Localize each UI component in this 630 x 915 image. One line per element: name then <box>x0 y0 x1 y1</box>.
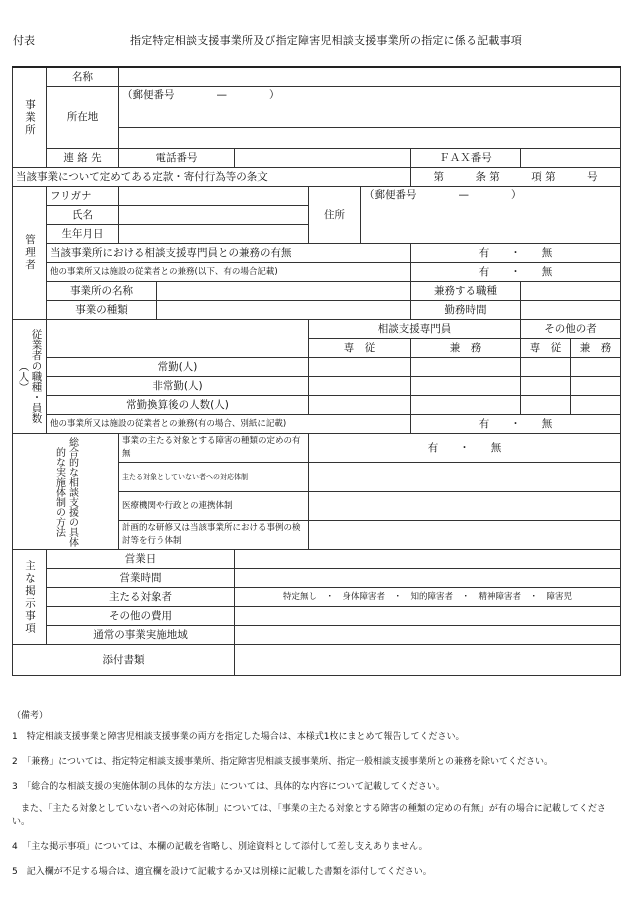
system-yes-no[interactable]: 有 ・ 無 <box>309 434 621 463</box>
posted-field[interactable] <box>235 550 621 569</box>
manager-office-name-field[interactable] <box>157 282 411 301</box>
staff-cell[interactable] <box>571 358 621 377</box>
office-name-label: 名称 <box>47 67 119 87</box>
staff-other-concurrent: 兼 務 <box>571 339 621 358</box>
manager-birth-label: 生年月日 <box>47 225 119 244</box>
staff-other-fulltime: 専 従 <box>521 339 571 358</box>
office-phone-label: 電話番号 <box>119 149 235 168</box>
office-name-field[interactable] <box>119 67 621 87</box>
manager-address-field[interactable] <box>361 187 621 244</box>
office-address-label: 所在地 <box>47 87 119 149</box>
manager-furigana-field[interactable] <box>119 187 309 206</box>
staff-other-header: その他の者 <box>521 320 621 339</box>
manager-section-label: 管理者 <box>13 187 47 320</box>
posted-row-label: 通常の事業実施地域 <box>47 626 235 645</box>
manager-name-label: 氏名 <box>47 206 119 225</box>
page-title: 指定特定相談支援事業所及び指定障害児相談支援事業所の指定に係る記載事項 <box>130 34 522 47</box>
posted-field[interactable] <box>235 607 621 626</box>
posted-row-label: その他の費用 <box>47 607 235 626</box>
staff-cell[interactable] <box>411 396 521 415</box>
notes-heading: （備考） <box>12 711 49 721</box>
staff-cell[interactable] <box>309 396 411 415</box>
note-item: また、「主たる対象としていない者への対応体制」については、「事業の主たる対象とする障害の種類の定めの有無」が有の場合に記載してください。 <box>12 804 606 827</box>
office-section-label: 事業所 <box>13 67 47 168</box>
posted-row-label: 主たる対象者 <box>47 588 235 607</box>
staff-cell[interactable] <box>411 358 521 377</box>
staff-specialist-fulltime: 専 従 <box>309 339 411 358</box>
staff-row-label: 常勤(人) <box>47 358 309 377</box>
office-postal-field[interactable] <box>119 87 621 128</box>
manager-name-field[interactable] <box>119 206 309 225</box>
staff-header-blank <box>47 320 309 358</box>
manager-other-yes-no[interactable]: 有 ・ 無 <box>411 263 621 282</box>
appendix-label: 付表 <box>13 34 35 47</box>
notes-section <box>12 710 618 888</box>
staff-other-concurrent-label: 他の事業所又は施設の従業者との兼務(有の場合、別紙に記載) <box>47 415 411 434</box>
system-item-label: 計画的な研修又は当該事業所における事例の検討等を行う体制 <box>119 521 309 550</box>
manager-furigana-label: フリガナ <box>47 187 119 206</box>
posted-field[interactable] <box>235 626 621 645</box>
system-item-label: 主たる対象としていない者への対応体制 <box>119 463 309 492</box>
staff-cell[interactable] <box>571 377 621 396</box>
manager-hours-field[interactable] <box>521 301 621 320</box>
posted-row-label: 営業日 <box>47 550 235 569</box>
note-item: 5 記入欄が不足する場合は、適宜欄を設けて記載するか又は別様に記載した書類を添付してください。 <box>12 867 432 877</box>
office-fax-field[interactable] <box>521 149 621 168</box>
manager-other-concurrent-label: 他の事業所又は施設の従業者との兼務(以下、有の場合記載) <box>47 263 411 282</box>
office-postal-text: （郵便番号 — ） <box>122 89 280 101</box>
registration-form-table <box>12 66 621 676</box>
posted-targets-options[interactable]: 特定無し ・ 身体障害者 ・ 知的障害者 ・ 精神障害者 ・ 障害児 <box>235 588 621 607</box>
manager-specialist-yes-no[interactable]: 有 ・ 無 <box>411 244 621 263</box>
staff-cell[interactable] <box>309 377 411 396</box>
staff-cell[interactable] <box>309 358 411 377</box>
staff-specialist-header: 相談支援専門員 <box>309 320 521 339</box>
articles-value[interactable]: 第 条 第 項 第 号 <box>411 168 621 187</box>
system-field[interactable] <box>309 492 621 521</box>
note-item: 1 特定相談支援事業と障害児相談支援事業の両方を指定した場合は、本様式1枚にまとめて報告してください。 <box>12 732 465 742</box>
staff-cell[interactable] <box>571 396 621 415</box>
system-section-label: 総合的な相談支援の具体的な実施体制の方法 <box>13 434 119 550</box>
system-field[interactable] <box>309 521 621 550</box>
posted-row-label: 営業時間 <box>47 569 235 588</box>
manager-business-type-label: 事業の種類 <box>47 301 157 320</box>
manager-birth-field[interactable] <box>119 225 309 244</box>
manager-office-name-label: 事業所の名称 <box>47 282 157 301</box>
staff-cell[interactable] <box>521 358 571 377</box>
staff-row-label: 非常勤(人) <box>47 377 309 396</box>
posted-section-label: 主な掲示事項 <box>13 550 47 645</box>
office-phone-field[interactable] <box>235 149 411 168</box>
staff-cell[interactable] <box>411 377 521 396</box>
manager-position-field[interactable] <box>521 282 621 301</box>
manager-specialist-concurrent-label: 当該事業所における相談支援専門員との兼務の有無 <box>47 244 411 263</box>
staff-row-label: 常勤換算後の人数(人) <box>47 396 309 415</box>
note-item: 3 「総合的な相談支援の実施体制の具体的な方法」については、具体的な内容について記載してください。 <box>12 782 445 792</box>
staff-specialist-concurrent: 兼 務 <box>411 339 521 358</box>
manager-hours-label: 勤務時間 <box>411 301 521 320</box>
office-contact-label: 連 絡 先 <box>47 149 119 168</box>
attachments-field[interactable] <box>235 645 621 676</box>
manager-address-label: 住所 <box>309 187 361 244</box>
note-item: 4 「主な掲示事項」については、本欄の記載を省略し、別途資料として添付して差し支えありません。 <box>12 842 428 852</box>
attachments-label: 添付書類 <box>13 645 235 676</box>
office-fax-label: ＦＡＸ番号 <box>411 149 521 168</box>
staff-other-yes-no[interactable]: 有 ・ 無 <box>411 415 621 434</box>
system-item-label: 事業の主たる対象とする障害の種類の定めの有無 <box>119 434 309 463</box>
staff-cell[interactable] <box>521 396 571 415</box>
staff-section-label: 従業者の職種・員数（人） <box>13 320 47 434</box>
system-item-label: 医療機関や行政との連携体制 <box>119 492 309 521</box>
note-item: 2 「兼務」については、指定特定相談支援事業所、指定障害児相談支援事業所、指定一般相談支援事業所との兼務を除いてください。 <box>12 757 554 767</box>
system-field[interactable] <box>309 463 621 492</box>
articles-label: 当該事業について定めてある定款・寄付行為等の条文 <box>13 168 411 187</box>
manager-business-type-field[interactable] <box>157 301 411 320</box>
manager-postal-text: （郵便番号 — ） <box>364 189 522 201</box>
posted-field[interactable] <box>235 569 621 588</box>
office-address-field[interactable] <box>119 128 621 149</box>
staff-cell[interactable] <box>521 377 571 396</box>
manager-position-label: 兼務する職種 <box>411 282 521 301</box>
